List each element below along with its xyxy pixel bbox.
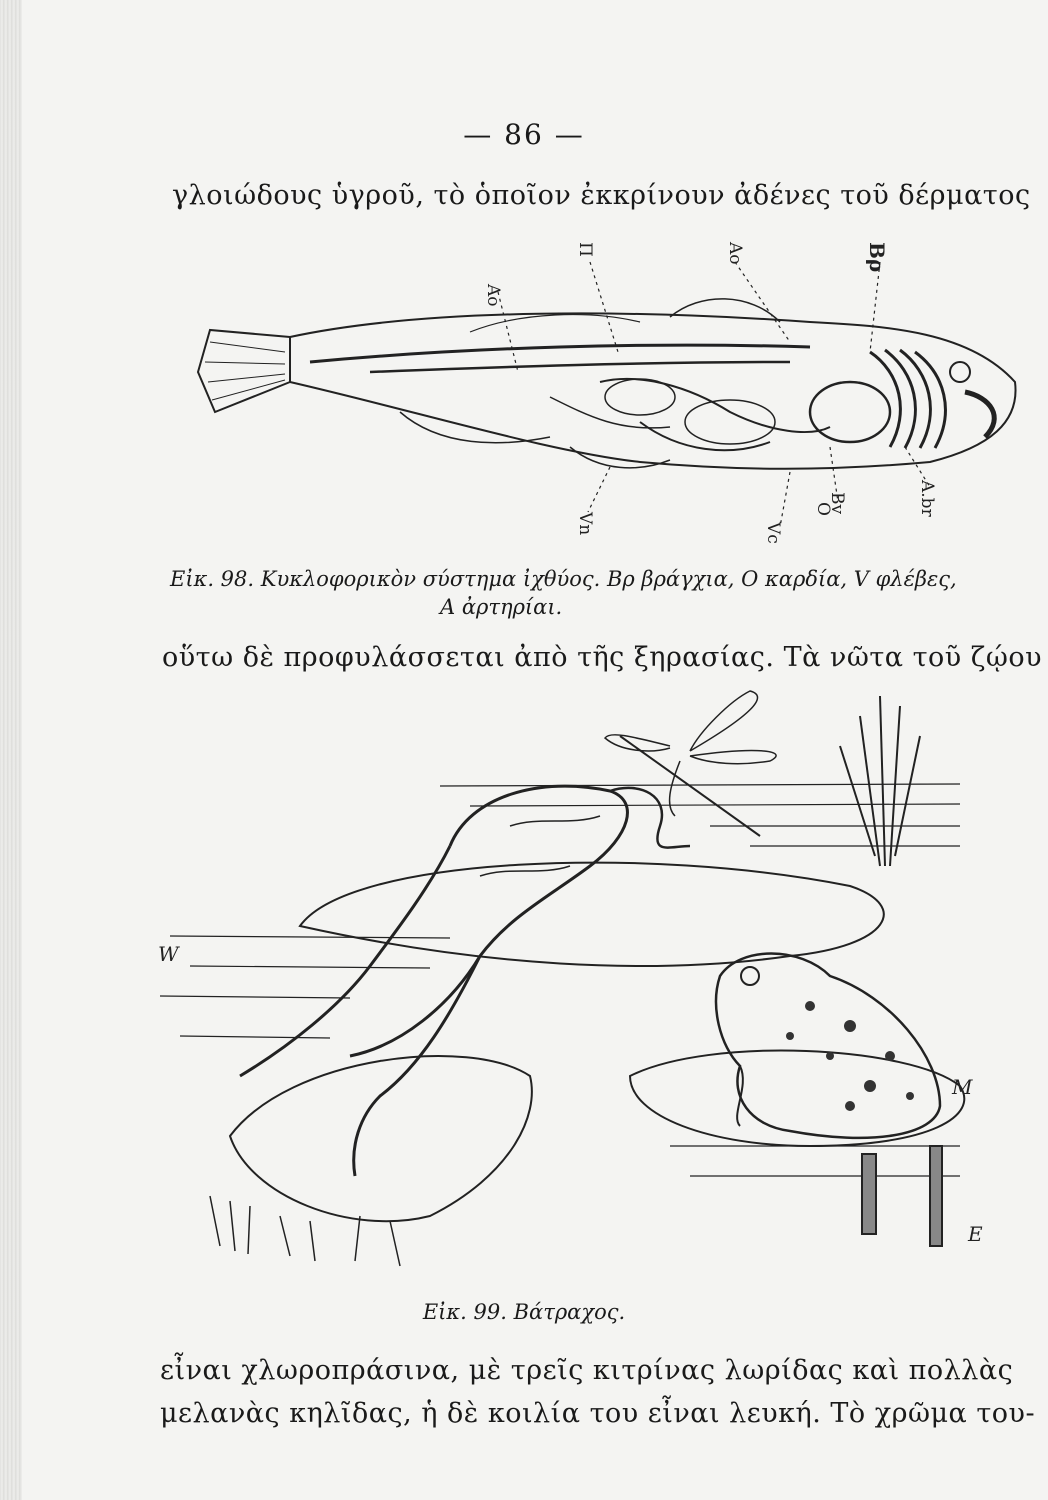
label-br: Bρ [865, 242, 889, 273]
figure-98-caption-line2: Α ἀρτηρίαι. [440, 595, 563, 619]
label-abr: A.br [917, 480, 937, 517]
body-text-line: εἶναι χλωροπράσινα, μὲ τρεῖς κιτρίνας λωρίδας καὶ πολλὰς [160, 1355, 1014, 1386]
label-ao: Ao [483, 284, 503, 307]
fish-circulatory-illustration [170, 222, 1030, 562]
label-w: W [158, 942, 179, 966]
page-number: — 86 — [463, 118, 585, 151]
figure-98-caption [170, 565, 1030, 621]
binding-edge [0, 0, 22, 1500]
label-o: O [813, 502, 833, 516]
label-bv: Bv [827, 492, 847, 515]
figure-99-caption: Εἰκ. 99. Βάτραχος. [422, 1300, 626, 1324]
label-p: Π [575, 242, 595, 257]
body-text-line: οὕτω δὲ προφυλάσσεται ἀπὸ τῆς ξηρασίας. Τὰ νῶτα τοῦ ζῴου [162, 642, 1043, 673]
body-text-line: μελανὰς κηλῖδας, ἡ δὲ κοιλία του εἶναι λευκή. Τὸ χρῶμα του- [160, 1398, 1036, 1429]
body-text-line: γλοιώδους ὑγροῦ, τὸ ὁποῖον ἐκκρίνουν ἀδένες τοῦ δέρματος [172, 180, 1031, 211]
label-ao-upper: Ao [725, 242, 745, 265]
label-vc: Vc [763, 522, 783, 544]
label-m: M [952, 1075, 973, 1099]
label-e: E [968, 1222, 983, 1246]
frog-illustration [150, 676, 983, 1276]
figure-98-caption-line1: Εἰκ. 98. Κυκλοφορικὸν σύστημα ἰχθύος. Βρ βράγχια, Ο καρδία, V φλέβες, [170, 567, 957, 591]
label-vn: Vn [575, 512, 595, 536]
